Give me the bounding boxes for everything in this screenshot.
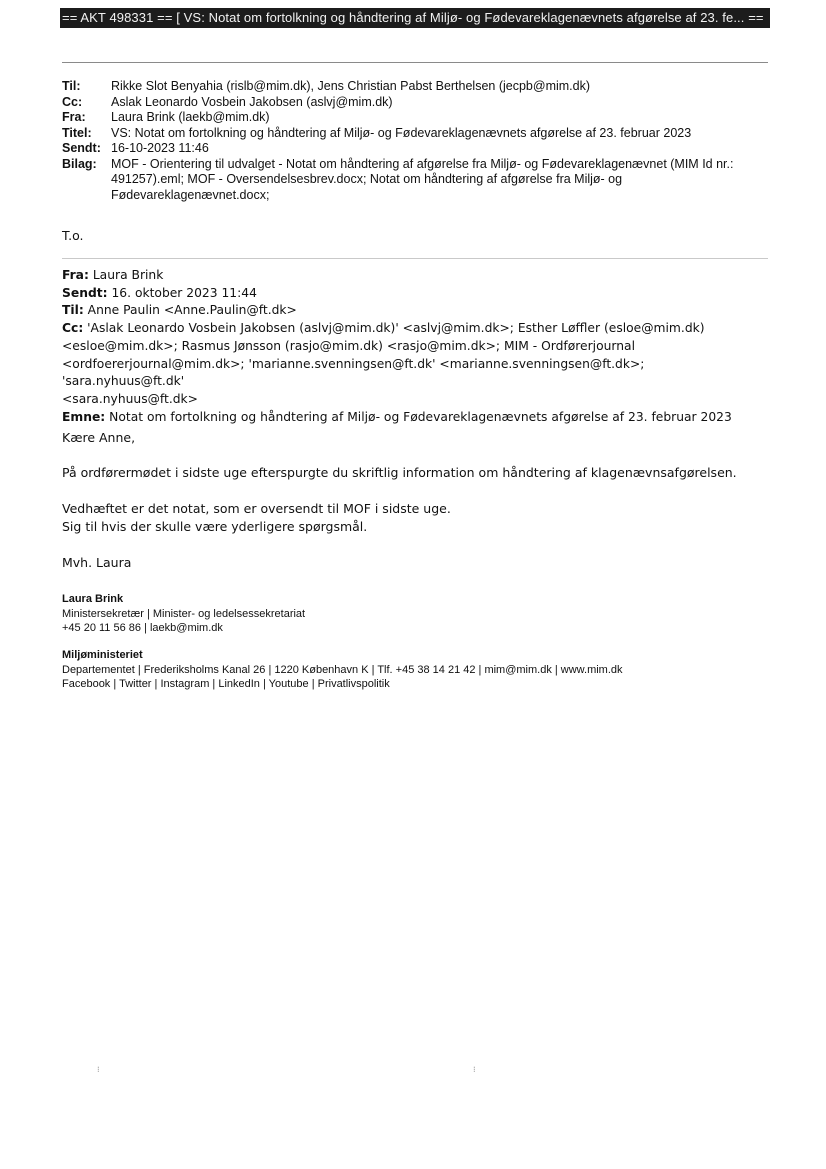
closing: Mvh. Laura — [62, 555, 132, 570]
header-titel-value: VS: Notat om fortolkning og håndtering af Miljø- og Fødevareklagenævnets afgørelse af 23. februar 2023 — [111, 125, 692, 140]
header-til-value: Rikke Slot Benyahia (rislb@mim.dk), Jens Christian Pabst Berthelsen (jecpb@mim.dk) — [111, 79, 591, 93]
forward-cc-line: <sara.nyhuus@ft.dk> — [62, 391, 198, 406]
header-titel-row — [62, 126, 772, 142]
body-paragraph-1: På ordførermødet i sidste uge efterspurgte du skriftlig information om håndtering af klagenævnsafgørelsen. — [62, 465, 737, 480]
forward-til-label: Til: — [62, 303, 84, 318]
intro-note: T.o. — [62, 228, 84, 243]
body-paragraph-2-line-2: Sig til hvis der skulle være yderligere spørgsmål. — [62, 519, 368, 534]
signature-name: Laura Brink — [62, 593, 124, 605]
forward-sendt-row — [62, 285, 768, 303]
signature-title: Ministersekretær | Minister- og ledelsessekretariat — [62, 607, 306, 620]
signature-block — [62, 592, 768, 636]
forward-emne-value: Notat om fortolkning og håndtering af Miljø- og Fødevareklagenævnets afgørelse af 23. februar 2023 — [109, 409, 732, 424]
forward-cc-row — [62, 320, 768, 338]
forward-cc-line: 'Aslak Leonardo Vosbein Jakobsen (aslvj@mim.dk)' <aslvj@mim.dk>; Esther Løffler (esloe@mim.dk) — [87, 321, 705, 336]
forward-til-value: Anne Paulin <Anne.Paulin@ft.dk> — [87, 303, 297, 318]
forwarded-header — [62, 267, 768, 426]
header-cc-label: Cc: — [62, 94, 83, 109]
header-bilag-label: Bilag: — [62, 156, 97, 171]
bilag-line: 491257).eml; MOF - Oversendelsesbrev.docx; Notat om håndtering af afgørelse fra Miljø- og — [111, 172, 623, 186]
signature-contact: +45 20 11 56 86 | laekb@mim.dk — [62, 622, 223, 634]
header-fra-value: Laura Brink (laekb@mim.dk) — [111, 110, 270, 124]
organization-name: Miljøministeriet — [62, 649, 143, 661]
header-fra-label: Fra: — [62, 110, 86, 124]
forward-fra-label: Fra: — [62, 268, 89, 282]
email-header — [62, 79, 772, 203]
forward-til-row — [62, 302, 768, 320]
organization-block — [62, 648, 768, 692]
scan-mark: ⁝ — [473, 1065, 476, 1074]
header-bilag-row — [62, 157, 772, 204]
bilag-line: Fødevareklagenævnet.docx; — [111, 187, 270, 202]
social-links: Facebook | Twitter | Instagram | LinkedIn | Youtube | Privatlivspolitik — [62, 678, 390, 690]
header-titel-label: Titel: — [62, 125, 92, 140]
forward-cc-line: <esloe@mim.dk>; Rasmus Jønsson (rasjo@mim.dk) <rasjo@mim.dk>; MIM - Ordførerjournal — [62, 338, 635, 353]
document-banner: == AKT 498331 == [ VS: Notat om fortolkning og håndtering af Miljø- og Fødevareklagenævnets afgørelse af 23. fe... == — [60, 8, 770, 28]
forward-emne-label: Emne: — [62, 409, 106, 424]
scan-mark: ⁝ — [97, 1065, 100, 1074]
header-sendt-row — [62, 141, 772, 157]
forward-sendt-label: Sendt: — [62, 285, 108, 300]
header-sendt-value: 16-10-2023 11:46 — [111, 141, 209, 155]
header-bilag-value — [111, 157, 772, 204]
forward-emne-row — [62, 409, 768, 427]
header-til-label: Til: — [62, 79, 81, 93]
body-paragraph-2-line-1: Vedhæftet er det notat, som er oversendt til MOF i sidste uge. — [62, 501, 451, 516]
bilag-line: MOF - Orientering til udvalget - Notat om håndtering af afgørelse fra Miljø- og Fødevareklagenævnet (MIM Id nr.: — [111, 156, 734, 171]
forward-divider — [62, 258, 768, 259]
organization-address: Departementet | Frederiksholms Kanal 26 | 1220 København K | Tlf. +45 38 14 21 42 | mim@mim.dk | www.mim.dk — [62, 663, 623, 676]
forward-fra-row — [62, 267, 768, 285]
header-fra-row — [62, 110, 772, 126]
header-cc-value: Aslak Leonardo Vosbein Jakobsen (aslvj@mim.dk) — [111, 94, 393, 109]
forward-cc-line: <ordfoererjournal@mim.dk>; 'marianne.svenningsen@ft.dk' <marianne.svenningsen@ft.dk>; 'sara.nyhuus@ft.dk' — [62, 356, 645, 389]
forward-cc-label: Cc: — [62, 321, 84, 336]
header-til-row — [62, 79, 772, 95]
forward-sendt-value: 16. oktober 2023 11:44 — [111, 285, 257, 300]
header-cc-row — [62, 95, 772, 111]
greeting: Kære Anne, — [62, 430, 136, 445]
header-sendt-label: Sendt: — [62, 141, 101, 155]
top-divider — [62, 62, 768, 63]
forward-fra-value: Laura Brink — [92, 268, 164, 282]
